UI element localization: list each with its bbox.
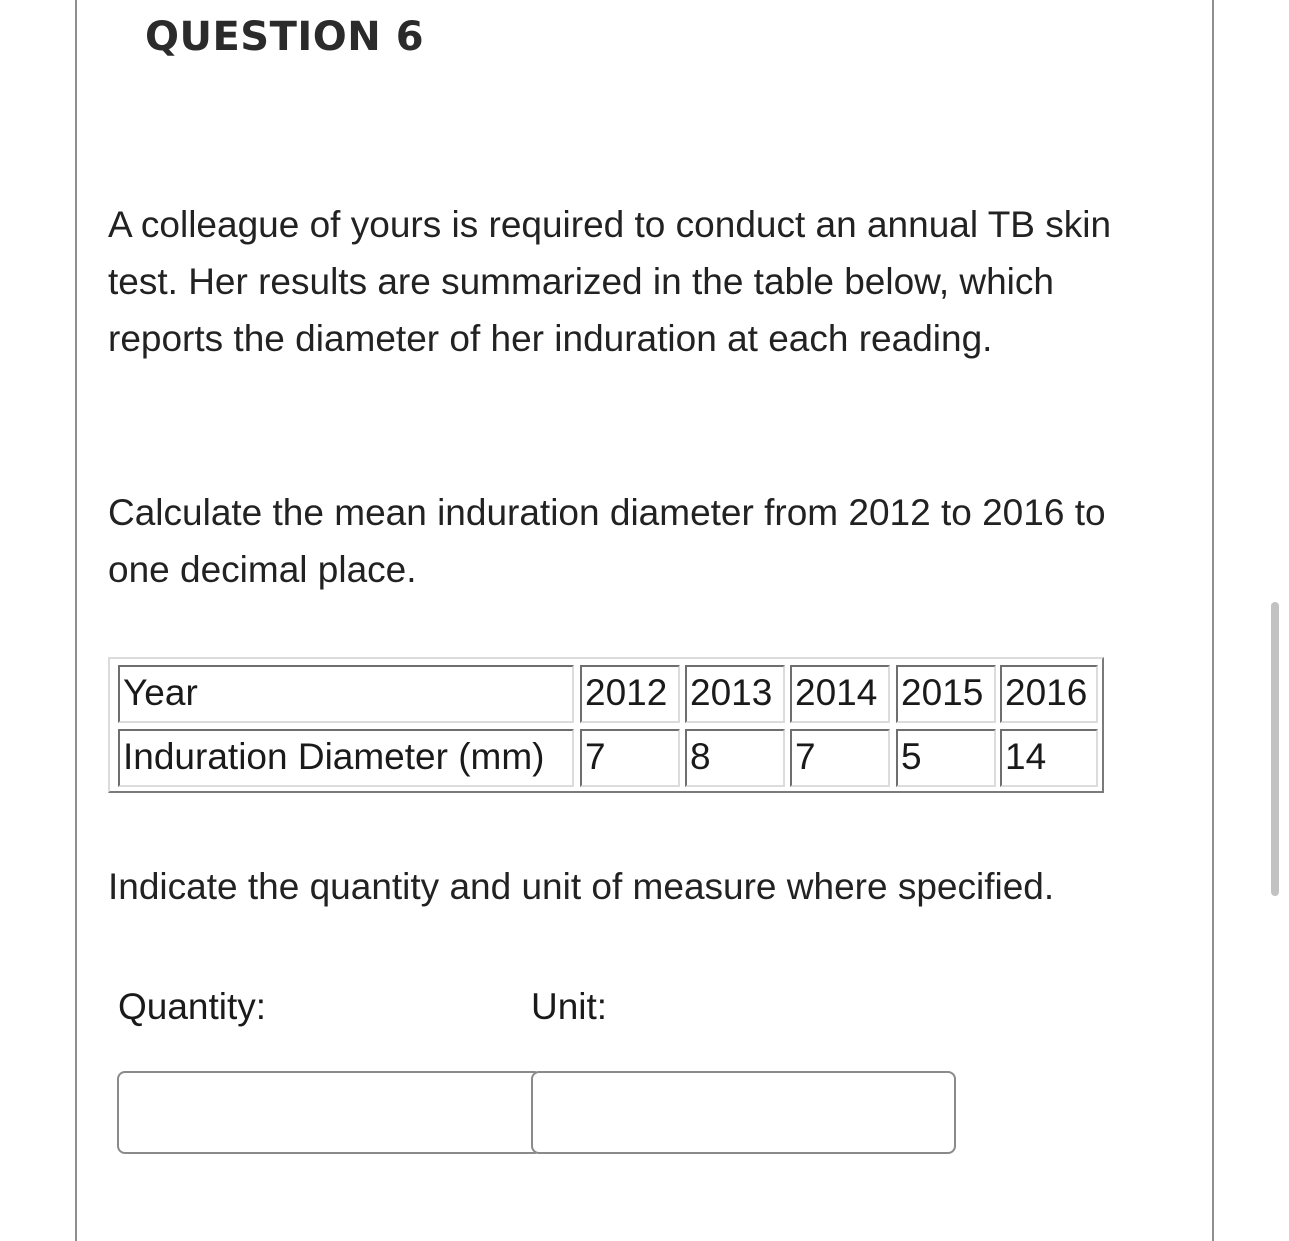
question-paragraph-instruction: Indicate the quantity and unit of measure where specified. (108, 866, 1055, 907)
quantity-label: Quantity: (118, 986, 267, 1027)
table-cell: 5 (896, 729, 996, 787)
table-header-cell: 2015 (896, 665, 996, 723)
unit-label: Unit: (531, 986, 608, 1027)
scrollbar-thumb[interactable] (1271, 602, 1279, 896)
unit-input[interactable] (531, 1071, 956, 1154)
data-table (108, 657, 1104, 793)
content-border-right (1212, 0, 1214, 1241)
question-paragraph-task: Calculate the mean induration diameter from 2012 to 2016 to one decimal place. (108, 492, 1106, 590)
table-row-label: Induration Diameter (mm) (118, 729, 574, 787)
table-header-cell: 2016 (1000, 665, 1098, 723)
question-paragraph-context: A colleague of yours is required to conduct an annual TB skin test. Her results are summarized in the table below, which reports the diameter of her induration at each reading. (108, 204, 1112, 359)
table-header-cell: Year (118, 665, 574, 723)
table-header-cell: 2014 (790, 665, 890, 723)
question-title: QUESTION 6 (145, 14, 425, 60)
quantity-input[interactable] (117, 1071, 542, 1154)
table-cell: 14 (1000, 729, 1098, 787)
table-cell: 7 (580, 729, 680, 787)
content-border-left (75, 0, 77, 1241)
table-cell: 8 (685, 729, 785, 787)
table-header-cell: 2013 (685, 665, 785, 723)
table-header-cell: 2012 (580, 665, 680, 723)
table-cell: 7 (790, 729, 890, 787)
